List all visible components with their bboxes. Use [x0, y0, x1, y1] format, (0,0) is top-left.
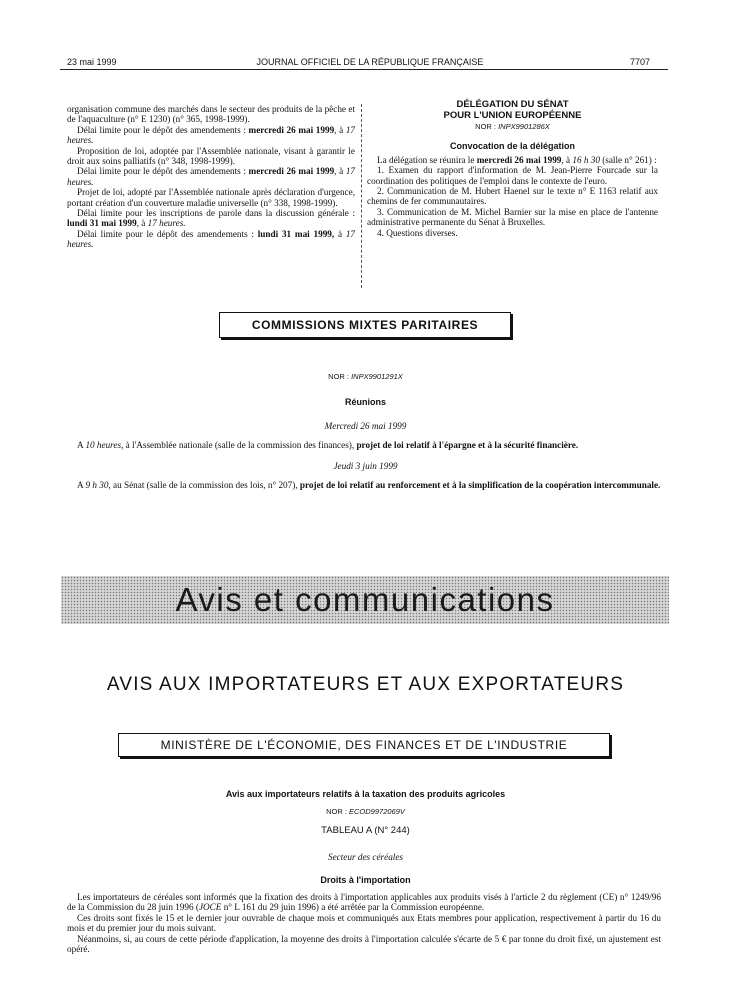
commissions-box: COMMISSIONS MIXTES PARITAIRES [219, 312, 511, 338]
column-divider [361, 104, 362, 288]
nor-label: NOR : [326, 807, 350, 816]
text: Délai limite pour le dépôt des amendements : [77, 124, 249, 135]
secteur-heading: Secteur des céréales [328, 852, 403, 862]
text: Délai limite pour le dépôt des amendements : [77, 166, 249, 177]
banner-title: Avis et communications [175, 581, 555, 618]
text: Proposition de loi, adoptée par l'Assemblée nationale, visant à garantir le droit aux soins palliatifs (n° 348, 1998-1999). [67, 145, 355, 167]
avis-body [67, 892, 661, 954]
text: A [77, 480, 86, 490]
time-text: 10 heures [85, 440, 122, 450]
agenda-item: 1. Examen du rapport d'information de M. Jean-Pierre Fourcade sur la coordination des politiques de l'emploi dans le contexte de l'euro. [367, 165, 658, 186]
bill-title: projet de loi relatif à l'épargne et à la sécurité financière. [356, 440, 579, 450]
heading-line: POUR L'UNION EUROPÉENNE [443, 109, 582, 121]
text: JOCE [198, 902, 222, 913]
nor-reference [367, 122, 658, 132]
time-text: 17 heures. [67, 124, 355, 146]
avis-subtitle: Avis aux importateurs relatifs à la taxation des produits agricoles [225, 789, 506, 799]
text: , à l'Assemblée nationale (salle de la commission des finances), [121, 440, 357, 450]
nor-label: NOR : [475, 122, 499, 131]
text: , à [561, 154, 573, 165]
header-date: 23 mai 1999 [67, 57, 117, 67]
avis-title: AVIS AUX IMPORTATEURS ET AUX EXPORTATEURS [106, 674, 625, 695]
meeting-date: Jeudi 3 juin 1999 [333, 461, 398, 471]
left-paragraph [67, 146, 355, 167]
time-text: 9 h 30 [85, 480, 109, 490]
reunions-heading: Réunions [344, 397, 386, 407]
agenda-item: 3. Communication de M. Michel Barnier sur la mise en place de l'antenne administrative permanente du Sénat à Bruxelles. [367, 206, 658, 228]
left-paragraph [67, 166, 355, 187]
agenda-item: 4. Questions diverses. [377, 227, 458, 238]
time-text: 16 h 30 [572, 154, 600, 165]
meeting-text [67, 480, 661, 490]
left-paragraph [67, 104, 355, 125]
bill-title: projet de loi relatif au renforcement et à la simplification de la coopération intercommunale. [299, 480, 661, 490]
text: Délai limite pour les inscriptions de parole dans la discussion générale : [77, 208, 355, 219]
text: (salle n° 261) : [599, 154, 657, 165]
left-paragraph [67, 229, 355, 250]
droits-heading: Droits à l'importation [320, 875, 411, 885]
nor-code: INPX9901286X [498, 122, 550, 131]
text: n° L 161 du 29 juin 1996) a été arrêtée par la Commission européenne. [221, 902, 485, 913]
heading-line: DÉLÉGATION DU SÉNAT [456, 99, 569, 110]
nor-code: INPX9901291X [351, 372, 403, 381]
date-text: mercredi 26 mai 1999 [248, 124, 335, 135]
date-text: lundi 31 mai 1999, [257, 228, 335, 239]
right-column [367, 100, 658, 238]
left-paragraph [67, 208, 355, 229]
time-text: 17 heures. [67, 166, 355, 187]
text: Projet de loi, adopté par l'Assemblée nationale après déclaration d'urgence, portant création d'un couverture maladie universelle (n° 338, 1998-1999). [67, 187, 355, 208]
nor-reference [0, 807, 731, 816]
nor-code: ECOD9972069V [349, 807, 405, 816]
convocation-heading: Convocation de la délégation [449, 141, 575, 152]
left-paragraph [67, 125, 355, 146]
date-text: lundi 31 mai 1999 [67, 218, 137, 229]
time-text: 17 heures. [67, 228, 356, 250]
text: , à [334, 166, 346, 177]
left-paragraph [67, 187, 355, 208]
header-rule [60, 69, 668, 70]
nor-label: NOR : [328, 372, 352, 381]
body-paragraph [67, 892, 661, 913]
section-banner [61, 576, 669, 624]
delegation-heading [367, 100, 658, 121]
meeting-text [67, 440, 661, 450]
journal-title: JOURNAL OFFICIEL DE LA RÉPUBLIQUE FRANÇAISE [256, 57, 484, 67]
text: La délégation se réunira le [377, 154, 477, 165]
time-text: 17 heures. [147, 218, 186, 229]
text: Les importateurs de céréales sont informés que la fixation des droits à l'importation applicables aux produits visés à l'article 2 du règlement (CE) n° 1249/96 de la Commission du 28 juin 1996 ( [67, 892, 661, 913]
tableau-heading: TABLEAU A (N° 244) [321, 825, 410, 836]
text: Délai limite pour le dépôt des amendements : [77, 228, 258, 239]
nor-reference [0, 372, 731, 381]
text: , à [334, 124, 346, 135]
date-text: mercredi 26 mai 1999 [248, 166, 335, 177]
agenda-item: 2. Communication de M. Hubert Haenel sur le texte n° E 1163 relatif aux chemins de fer communautaires. [367, 186, 658, 207]
text: à [334, 228, 346, 239]
left-column [67, 104, 355, 250]
date-text: mercredi 26 mai 1999 [476, 154, 562, 165]
ministry-box: MINISTÈRE DE L'ÉCONOMIE, DES FINANCES ET DE L'INDUSTRIE [118, 733, 610, 757]
text: , à [136, 218, 148, 229]
body-paragraph: Néanmoins, si, au cours de cette période d'application, la moyenne des droits à l'importation calculée s'écarte de 5 € par tonne du droit fixé, un ajustement est opéré. [67, 933, 661, 955]
body-paragraph: Ces droits sont fixés le 15 et le dernier jour ouvrable de chaque mois et communiqués aux Etats membres pour application, respectivement à partir du 16 du mois et du premier jour du mois suivant. [67, 912, 661, 934]
meeting-date: Mercredi 26 mai 1999 [324, 421, 407, 431]
convocation-intro [367, 155, 658, 165]
page-number: 7707 [630, 57, 651, 67]
text: , au Sénat (salle de la commission des lois, n° 207), [108, 480, 300, 490]
text: organisation commune des marchés dans le secteur des produits de la pêche et de l'aquaculture (n° E 1230) (n° 365, 1998-1999). [67, 104, 355, 125]
text: A [77, 440, 86, 450]
